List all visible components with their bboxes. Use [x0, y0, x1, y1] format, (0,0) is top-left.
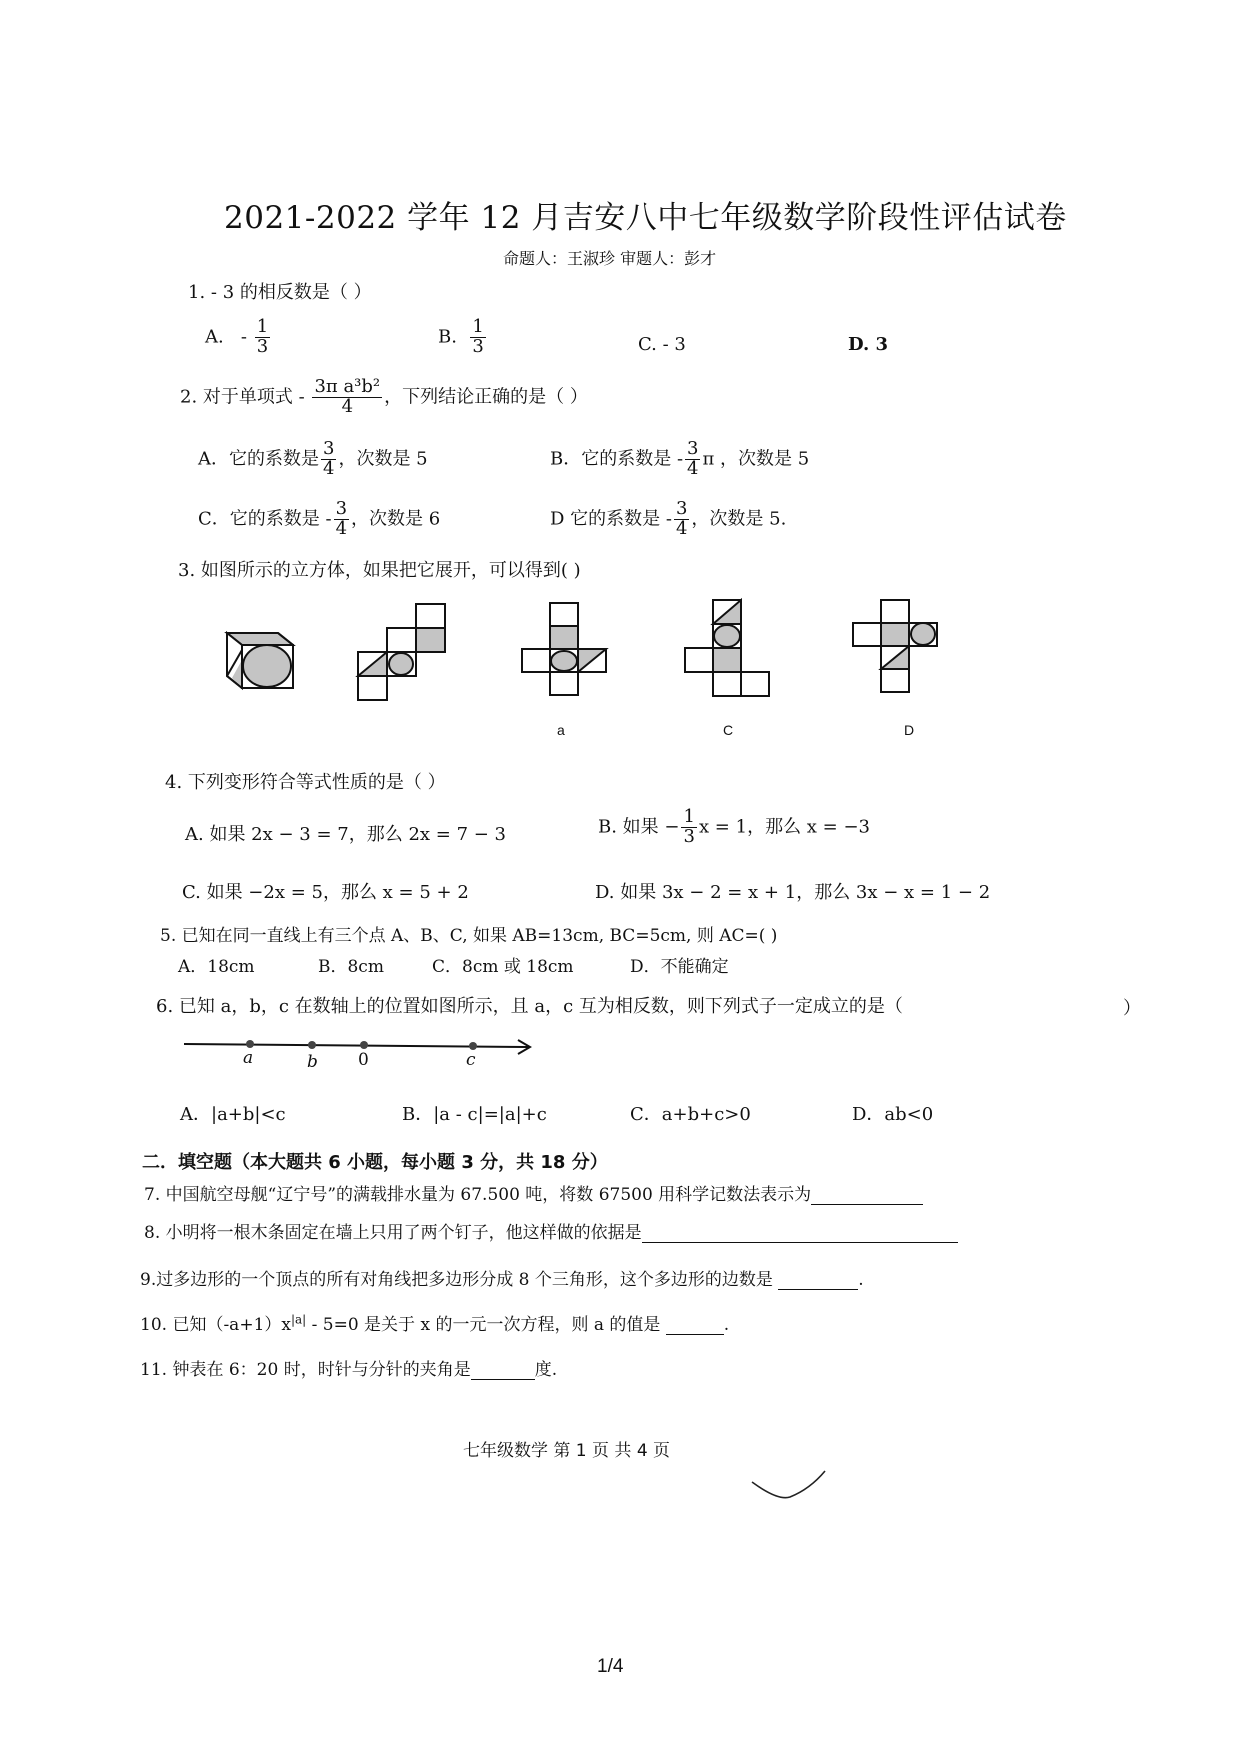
denominator: 4: [341, 395, 354, 417]
numerator: 3: [335, 498, 348, 519]
exam-authors: 命题人：王淑珍 审题人：彭才: [503, 249, 717, 268]
q4-b-pre: B. 如果 −: [598, 816, 680, 838]
q11-text: [140, 1355, 557, 1380]
q6-option-b: B．|a - c|=|a|+c: [402, 1104, 547, 1125]
numerator: 3π a³b²: [314, 376, 381, 397]
q11-answer-blank[interactable]: [471, 1359, 535, 1380]
net-label-d: D: [904, 722, 915, 738]
cube-net-c: [685, 600, 769, 696]
denominator: 4: [335, 517, 348, 539]
q1-b-label: B.: [438, 326, 457, 348]
q2-a-pre: A．它的系数是: [198, 448, 319, 470]
q7-text: [144, 1180, 923, 1205]
q6-option-d: D．ab<0: [852, 1104, 934, 1125]
q10-text: [140, 1310, 729, 1335]
q4-b-fraction: [681, 808, 696, 847]
q9-period: .: [858, 1270, 864, 1290]
q10-period: .: [723, 1315, 730, 1335]
numerator: 3: [687, 438, 699, 459]
q6-option-c: C．a+b+c>0: [630, 1104, 751, 1125]
q2-d-pre: D 它的系数是 -: [550, 508, 672, 530]
q4-b-post: x = 1，那么 x = −3: [698, 816, 870, 838]
exam-title: 2021-2022 学年 12 月吉安八中七年级数学阶段性评估试卷: [224, 200, 1067, 236]
q5-option-c: C．8cm 或 18cm: [432, 957, 574, 977]
page-indicator: 1/4: [597, 1656, 624, 1677]
cube-net-d: [853, 600, 937, 692]
q9-text: [140, 1265, 864, 1290]
q10-pre: 10. 已知（-a+1）x: [140, 1315, 291, 1335]
number-line-label-c: c: [466, 1050, 476, 1070]
q4-option-c: C. 如果 −2x = 5，那么 x = 5 + 2: [182, 882, 469, 903]
q8-text: [144, 1218, 958, 1243]
numerator: 1: [683, 806, 695, 827]
q4-stem: 4. 下列变形符合等式性质的是（ ）: [165, 772, 446, 793]
q10-post: - 5=0 是关于 x 的一元一次方程，则 a 的值是: [306, 1315, 661, 1335]
q1-option-c: C. - 3: [638, 334, 686, 355]
q7-stem: 7. 中国航空母舰“辽宁号”的满载排水量为 67.500 吨，将数 67500 用科学记数法表示为: [144, 1185, 812, 1205]
q6-close-paren: ）: [1123, 998, 1141, 1019]
q5-option-b: B．8cm: [318, 957, 384, 977]
q1-stem: 1. - 3 的相反数是（ ）: [188, 282, 372, 303]
q10-exponent: |a|: [290, 1312, 307, 1327]
denominator: 4: [687, 457, 699, 479]
q8-answer-blank[interactable]: [642, 1222, 958, 1243]
cube-net-a: [522, 603, 606, 695]
q6-option-a: A．|a+b|<c: [180, 1104, 286, 1125]
q7-answer-blank[interactable]: [811, 1184, 923, 1205]
number-line-label-b: b: [307, 1052, 318, 1072]
q1-option-d: D. 3: [848, 334, 889, 355]
net-label-c: C: [723, 722, 734, 738]
numerator: 1: [472, 316, 484, 337]
denominator: 3: [683, 825, 695, 847]
denominator: 3: [472, 335, 484, 357]
q2-b-post: π ，次数是 5: [702, 448, 810, 470]
number-line-label-0: 0: [358, 1050, 369, 1070]
q1-a-label: A.: [205, 326, 224, 348]
q11-post: 度.: [534, 1360, 558, 1380]
q2-suffix: ，下列结论正确的是（ ）: [384, 386, 588, 408]
q2-c-post: ，次数是 6: [351, 508, 441, 530]
q5-option-a: A．18cm: [178, 957, 255, 977]
cube-icon: [227, 633, 293, 688]
q2-b-pre: B．它的系数是 -: [550, 448, 684, 470]
q1-a-sign: -: [240, 326, 247, 348]
q3-stem: 3. 如图所示的立方体，如果把它展开，可以得到( ): [178, 560, 581, 581]
q5-option-d: D．不能确定: [630, 957, 729, 977]
q9-answer-blank[interactable]: [778, 1269, 858, 1290]
denominator: 4: [323, 457, 335, 479]
q4-option-d: D. 如果 3x − 2 = x + 1，那么 3x − x = 1 − 2: [595, 882, 991, 903]
pen-mark: [740, 1465, 830, 1505]
number-line-label-a: a: [243, 1048, 254, 1068]
numerator: 1: [256, 316, 269, 337]
q2-prefix: 2. 对于单项式 -: [180, 386, 305, 408]
q3-cube-figures: [0, 0, 1240, 760]
denominator: 3: [256, 335, 269, 357]
q2-d-post: ，次数是 5.: [691, 508, 787, 530]
q2-a-post: ，次数是 5: [338, 448, 428, 470]
q8-stem: 8. 小明将一根木条固定在墙上只用了两个钉子，他这样做的依据是: [144, 1223, 642, 1243]
cube-net-1: [358, 604, 445, 700]
q5-stem: 5. 已知在同一直线上有三个点 A、B、C, 如果 AB=13cm, BC=5cm, 则 AC=( ): [160, 926, 778, 946]
q6-stem: 6. 已知 a，b，c 在数轴上的位置如图所示，且 a，c 互为相反数，则下列式子一定成立的是（: [156, 996, 903, 1017]
q4-option-b: [598, 808, 870, 847]
net-label-a: a: [557, 722, 565, 738]
q4-option-a: A. 如果 2x − 3 = 7，那么 2x = 7 − 3: [185, 824, 507, 845]
numerator: 3: [675, 498, 688, 519]
section2-heading: 二．填空题（本大题共 6 小题，每小题 3 分，共 18 分）: [142, 1152, 608, 1173]
numerator: 3: [323, 438, 335, 459]
page-footer: 七年级数学 第 1 页 共 4 页: [463, 1441, 671, 1461]
q10-answer-blank[interactable]: [666, 1314, 724, 1335]
denominator: 4: [675, 517, 688, 539]
q2-c-pre: C．它的系数是 -: [198, 508, 332, 530]
q11-pre: 11. 钟表在 6：20 时，时针与分针的夹角是: [140, 1360, 471, 1380]
q9-stem: 9.过多边形的一个顶点的所有对角线把多边形分成 8 个三角形，这个多边形的边数是: [140, 1270, 773, 1290]
